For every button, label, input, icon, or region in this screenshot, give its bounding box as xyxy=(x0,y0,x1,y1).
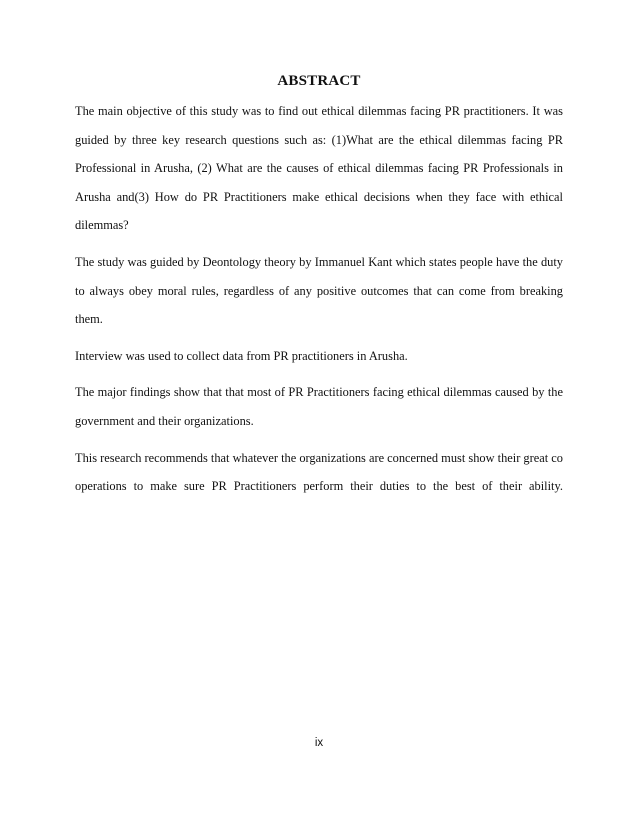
page-number: ix xyxy=(314,737,324,749)
paragraph-objective: The main objective of this study was to find out ethical dilemmas facing PR practitioners. It was guided by three key research questions such as: (1)What are the ethical dilemmas facing PR Professional in Arusha, (2) What are the causes of ethical dilemmas facing PR Professionals in Arusha and(3) How do PR Practitioners make ethical decisions when they face with ethical dilemmas? xyxy=(75,104,563,233)
paragraph-method: Interview was used to collect data from PR practitioners in Arusha. xyxy=(75,348,408,363)
paragraph-recommendation: This research recommends that whatever the organizations are concerned must show their great co operations to make sure PR Practitioners perform their duties to the best of their ability. xyxy=(75,450,563,494)
abstract-body xyxy=(75,97,563,509)
paragraph-theory: The study was guided by Deontology theory by Immanuel Kant which states people have the duty to always obey moral rules, regardless of any positive outcomes that can come from breaking them. xyxy=(75,254,563,327)
abstract-heading: ABSTRACT xyxy=(277,73,361,89)
paragraph-findings: The major findings show that that most of PR Practitioners facing ethical dilemmas caused by the government and their organizations. xyxy=(75,385,563,428)
